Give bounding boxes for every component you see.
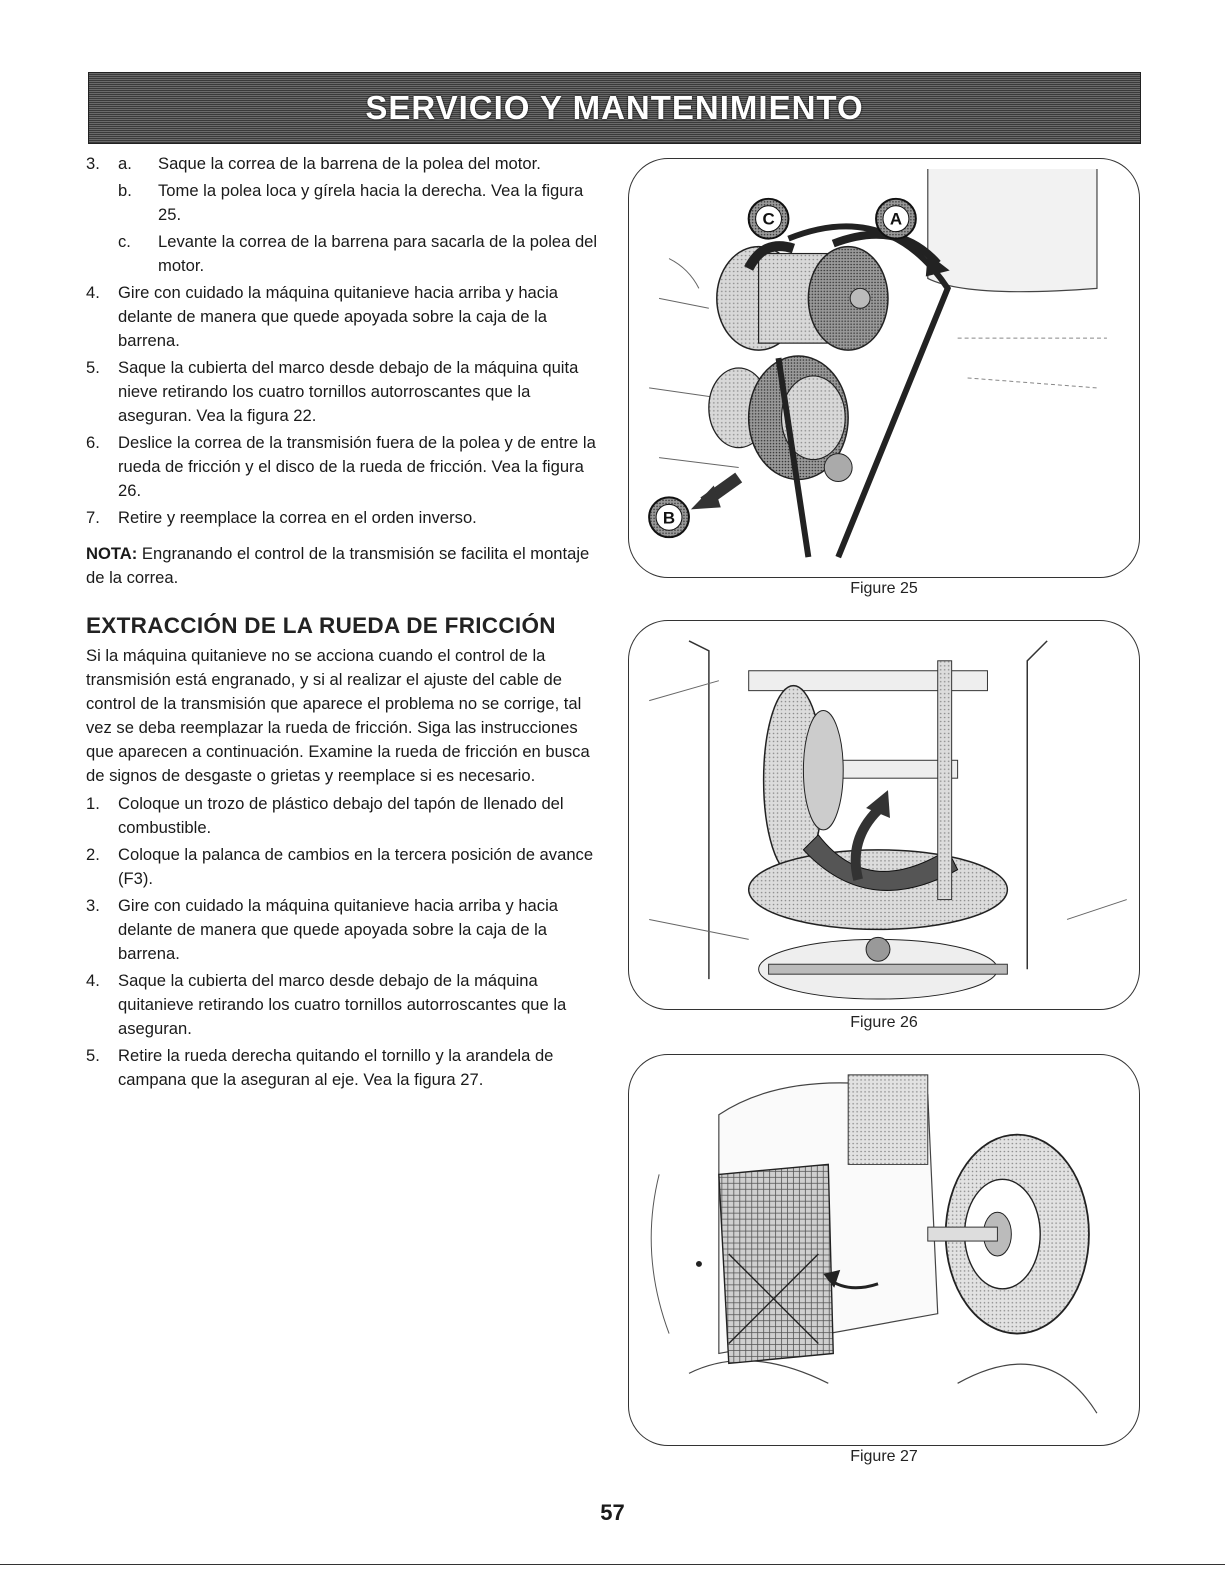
- list-item: 5. Saque la cubierta del marco desde debajo de la máquina quita nieve retirando los cuatro tornillos autorroscantes que la aseguran. Vea la figura 22.: [86, 358, 579, 425]
- figure-25-illustration: [628, 158, 1140, 578]
- list-item: b. Tome la polea loca y gírela hacia la derecha. Vea la figura 25.: [118, 181, 584, 224]
- note-paragraph: [86, 542, 606, 590]
- friction-wheel-drawing: [629, 621, 1139, 1009]
- page-number: 57: [600, 1500, 625, 1525]
- instructions-column: [86, 152, 606, 1095]
- list-item: 2. Coloque la palanca de cambios en la tercera posición de avance (F3).: [86, 845, 594, 888]
- list-item: 5. Retire la rueda derecha quitando el tornillo y la arandela de campana que la aseguran al eje. Vea la figura 27.: [86, 1046, 554, 1089]
- list-item: c. Levante la correa de la barrena para sacarla de la polea del motor.: [118, 232, 598, 275]
- list-item: 7. Retire y reemplace la correa en el orden inverso.: [86, 508, 477, 527]
- pulley-drawing: [629, 159, 1139, 577]
- bottom-divider: [0, 1564, 1225, 1565]
- list-item: 4. Gire con cuidado la máquina quitanieve hacia arriba y hacia delante de manera que quede apoyada sobre la caja de la barrena.: [86, 283, 559, 350]
- list-item: 3. Gire con cuidado la máquina quitanieve hacia arriba y hacia delante de manera que quede apoyada sobre la caja de la barrena.: [86, 896, 559, 963]
- list-item: 3. a. Saque la correa de la barrena de la polea del motor.: [86, 154, 541, 173]
- figure-27-caption: Figure 27: [850, 1448, 918, 1465]
- svg-text:B: B: [662, 508, 676, 528]
- list-item: 4. Saque la cubierta del marco desde debajo de la máquina quitanieve retirando los cuatro tornillos autorroscantes que la aseguran.: [86, 971, 567, 1038]
- section-heading: EXTRACCIÓN DE LA RUEDA DE FRICCIÓN: [86, 613, 556, 638]
- callout-c-icon: [749, 199, 789, 239]
- svg-text:C: C: [762, 209, 775, 229]
- list-item: 1. Coloque un trozo de plástico debajo del tapón de llenado del combustible.: [86, 794, 564, 837]
- callout-b-icon: [649, 497, 689, 537]
- page-title: SERVICIO Y MANTENIMIENTO: [365, 89, 864, 126]
- callout-a-icon: [876, 199, 916, 239]
- figure-26-caption: Figure 26: [850, 1014, 918, 1031]
- note-label: NOTA:: [86, 544, 138, 563]
- wheel-removal-drawing: [629, 1055, 1139, 1445]
- list-item: 6. Deslice la correa de la transmisión fuera de la polea y de entre la rueda de fricción y el disco de la rueda de fricción. Vea la figura 26.: [86, 433, 596, 500]
- figure-26-illustration: [628, 620, 1140, 1010]
- section-banner: [88, 72, 1141, 144]
- figure-25-caption: Figure 25: [850, 580, 918, 597]
- figure-27-illustration: [628, 1054, 1140, 1446]
- svg-text:A: A: [889, 209, 903, 229]
- note-text: Engranando el control de la transmisión se facilita el montaje de la correa.: [86, 544, 590, 587]
- section-intro: Si la máquina quitanieve no se acciona cuando el control de la transmisión está engranado, y si al realizar el ajuste del cable de control de la transmisión que aparece el problema no se corrige, tal vez se deba reemplazar la rueda de fricción. Siga las instrucciones que aparecen a continuación. Examine la rueda de fricción en busca de signos de desgaste o grietas y reemplace si es necesario.: [86, 646, 590, 785]
